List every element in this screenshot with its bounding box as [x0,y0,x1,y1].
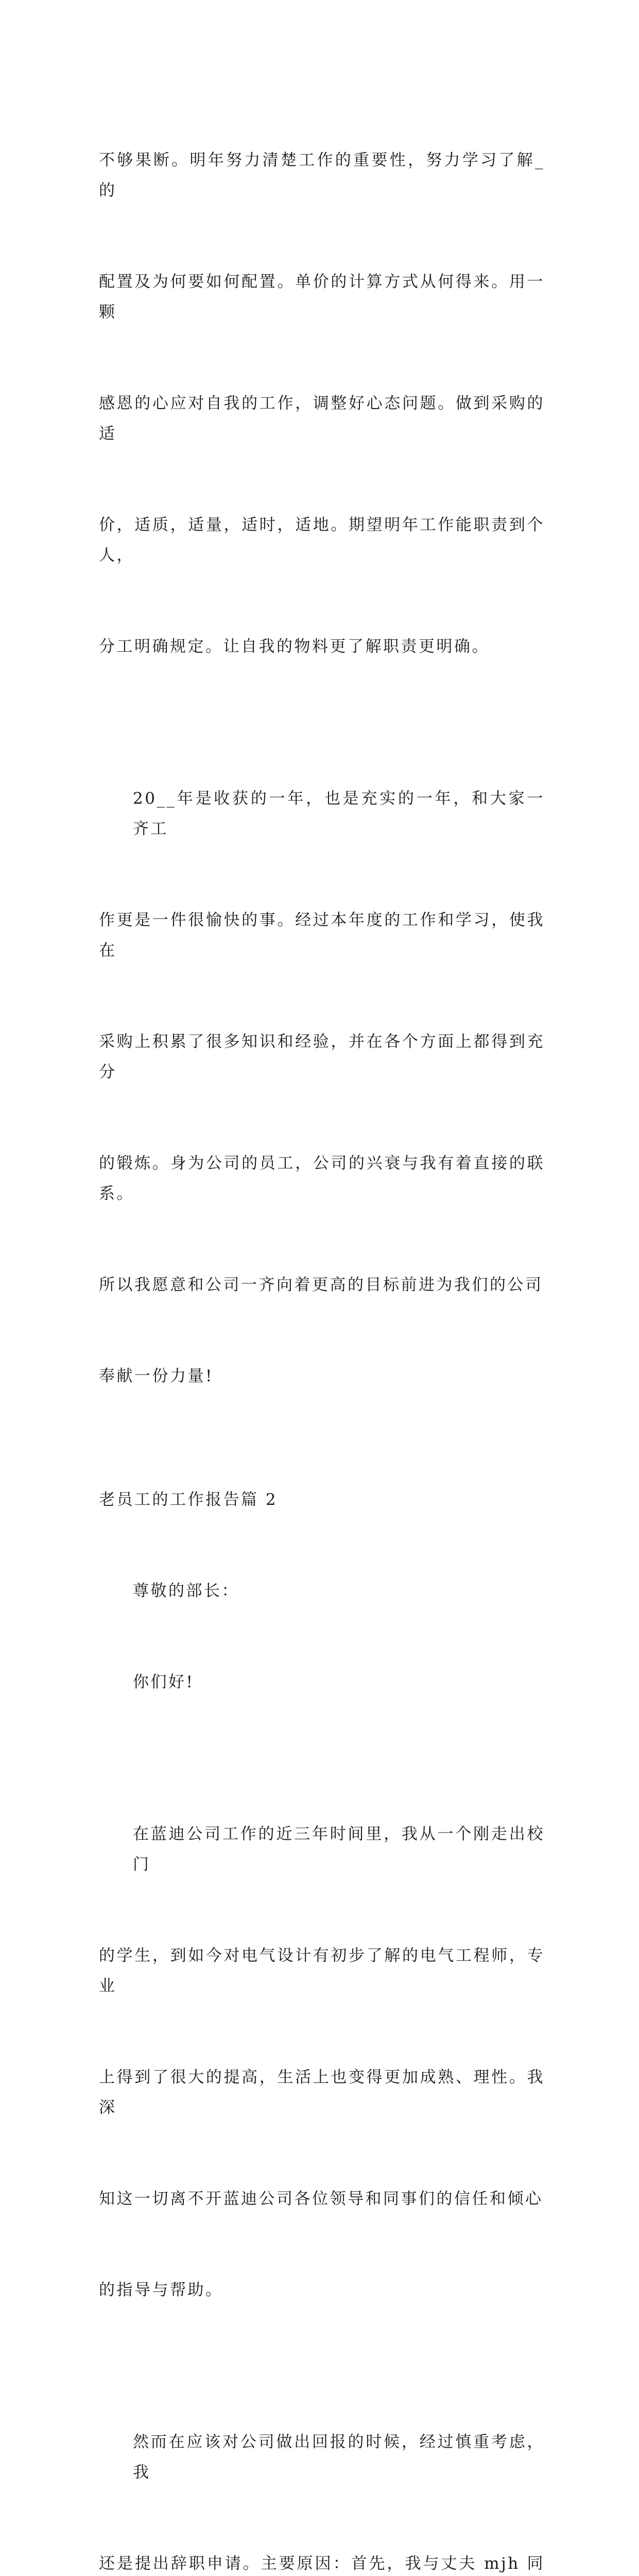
paragraph-year-summary [99,723,545,1452]
text-line: 在蓝迪公司工作的近三年时间里，我从一个刚走出校门 [133,1825,545,1874]
text-line: 感恩的心应对自我的工作，调整好心态问题。做到采购的适 [99,394,545,443]
text-line: 然而在应该对公司做出回报的时候，经过慎重考虑，我 [133,2433,545,2482]
salutation-block [99,1515,545,1758]
text-line: 的锻炼。身为公司的员工，公司的兴衰与我有着直接的联系。 [99,1154,545,1203]
text-line: 配置及为何要如何配置。单价的计算方式从何得来。用一颗 [99,273,545,321]
text-line: 分工明确规定。让自我的物料更了解职责更明确。 [99,637,490,656]
document-body [99,84,545,2576]
section-heading: 老员工的工作报告篇 2 [99,1490,278,1509]
text-line: 不够果断。明年努力清楚工作的重要性，努力学习了解_的 [99,151,545,200]
paragraph-resignation [99,2366,545,2576]
paragraph-text [99,723,545,1452]
paragraph-text [99,84,545,723]
paragraph-experience [99,1758,545,2366]
text-line: 的学生，到如今对电气设计有初步了解的电气工程师，专业 [99,1946,545,1995]
text-line: 采购上积累了很多知识和经验，并在各个方面上都得到充分 [99,1032,545,1081]
text-line: 的指导与帮助。 [99,2281,223,2299]
salutation: 尊敬的部长： [133,1582,239,1600]
text-line: 价，适质，适量，适时，适地。期望明年工作能职责到个人， [99,516,545,565]
text-line: 知这一切离不开蓝迪公司各位领导和同事们的信任和倾心 [99,2190,543,2208]
text-line: 上得到了很大的提高，生活上也变得更加成熟、理性。我深 [99,2068,545,2117]
text-line: 还是提出辞职申请。主要原因：首先，我与丈夫 mjh 同 [99,2554,545,2573]
paragraph-text [99,2366,545,2576]
greeting: 你们好! [133,1673,195,1691]
paragraph-text [99,1758,545,2366]
text-line: 作更是一件很愉快的事。经过本年度的工作和学习，使我在 [99,911,545,960]
text-line: 奉献一份力量! [99,1367,214,1385]
paragraph-text [99,1515,545,1758]
text-line: 20__年是收获的一年，也是充实的一年，和大家一齐工 [133,789,545,838]
paragraph-continuation [99,84,545,723]
text-line: 所以我愿意和公司一齐向着更高的目标前进为我们的公司 [99,1276,543,1294]
